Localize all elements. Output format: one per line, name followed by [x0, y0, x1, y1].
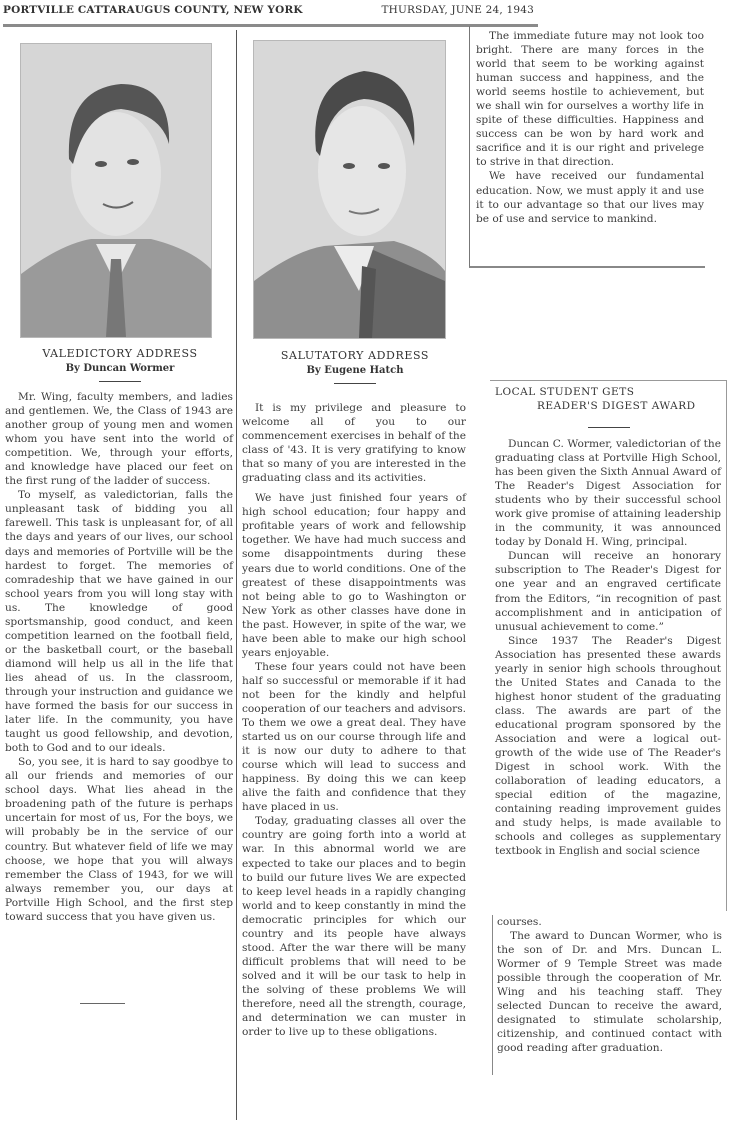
valedictory-continued: [469, 26, 705, 268]
award-title-line1: LOCAL STUDENT GETS: [495, 386, 635, 398]
paragraph: To myself, as valedictorian, falls the unpleasant task of bidding you all farewell. This task is unpleasant for, of all the days and years of our lives, our school days and memories of Portville will be the hardest to forget. The memories of comradeship that we have gained in our school years from you will long stay with us. The knowledge of good sportsmanship, good conduct, and keen competition learned on the football field, or the basketball court, or the baseball diamond will help us all in the life that lies ahead of us. In the classroom, through your instruction and guidance we have formed the basis for our success in later life. In the community, you have taught us good fellowship, and devotion, both to God and to our ideals.: [5, 489, 233, 755]
heading-rule: [334, 383, 376, 384]
award-title-line2: READER'S DIGEST AWARD: [537, 400, 696, 412]
award-body: [495, 437, 721, 858]
salutatory-body: [242, 401, 466, 1039]
salutatory-heading: [245, 349, 465, 384]
paragraph: We have just finished four years of high school education; four happy and profitable years of work and fellowship together. We have had much success and some disappointments during these years due to world conditions. One of the greatest of these disappointments was not being able to go to Washington or New York as other classes have done in the past. However, in spite of the war, we have been able to make our high school years enjoyable.: [242, 492, 466, 659]
paragraph: So, you see, it is hard to say goodbye to all our friends and memories of our school days. What lies ahead in the broadening path of the future is perhaps uncertain for most of us, For the boys, we will probably be in the service of our country. But whatever field of life we may choose, we hope that you will always remember the Class of 1943, for we will always remember you, our days at Portville High School, and the first step toward success that you have given us.: [5, 756, 233, 923]
photo-duncan-wormer: [20, 43, 212, 338]
article-title: SALUTATORY ADDRESS: [280, 349, 430, 362]
paragraph: Duncan will receive an honorary subscription to The Reader's Digest for one year and an engraved certificate from the Editors, “in recognition of past accomplishment and in anticipation of unusual achievement to come.”: [495, 550, 721, 633]
portrait-image: [21, 44, 211, 337]
column-divider: [236, 30, 237, 1120]
photo-eugene-hatch: [253, 40, 446, 339]
paragraph: courses.: [497, 916, 542, 928]
paragraph: It is my privilege and pleasure to welcome all of you to our commencement exercises in behalf of the class of '43. It is very gratifying to know that so many of you are interested in the graduating class and its activities.: [242, 402, 466, 485]
paragraph: Duncan C. Wormer, valedictorian of the graduating class at Portville High School, has been given the Sixth Annual Award of The Reader's Digest Association for students who by their successful school work give promise of attaining leadership in the community, it was announced today by Donald H. Wing, principal.: [495, 438, 721, 549]
valedictory-heading: [20, 347, 220, 382]
paragraph: These four years could not have been half so successful or memorable if it had not been for the kindly and helpful cooperation of our teachers and advisors. To them we owe a great deal. They have started us on our course through life and it is now our duty to adhere to that course which will lead to success and happiness. By doing this we can keep alive the faith and confidence that they have placed in us.: [242, 660, 466, 814]
paragraph: The immediate future may not look too bright. There are many forces in the world that seem to be working against human success and happiness, and the world seems hostile to achievement, but we shall win for ourselves a worthy life in spite of these difficulties. Happiness and success can be won by hard work and sacrifice and it is our right and privelege to strive in that direction.: [476, 30, 704, 169]
masthead-date: THURSDAY, JUNE 24, 1943: [381, 4, 534, 16]
portrait-image: [254, 41, 445, 338]
valedictory-body: [5, 390, 233, 924]
byline: By Eugene Hatch: [306, 365, 404, 376]
heading-rule: [99, 381, 141, 382]
paragraph: Mr. Wing, faculty members, and ladies and gentlemen. We, the Class of 1943 are another group of young men and women whom you have sent into the world of competition. We, through your efforts, and knowledge have placed our feet on the first rung of the ladder of success.: [5, 391, 233, 488]
award-heading: [495, 386, 727, 412]
article-title: VALEDICTORY ADDRESS: [42, 347, 198, 360]
byline: By Duncan Wormer: [65, 363, 175, 374]
masthead: [3, 2, 538, 27]
award-continued: [492, 915, 722, 1075]
paragraph: Today, graduating classes all over the country are going forth into a world at war. In this abnormal world we are expected to take our places and to begin to build our future lives We are expected to keep level heads in a rapidly changing world and to keep constantly in mind the democratic principles for which our country and its people have always stood. After the war there will be many difficult problems that will need to be solved and it will be our task to help in the solving of these problems We will therefore, need all the strength, courage, and determination we can muster in order to live up to these obligations.: [242, 815, 466, 1039]
paragraph: Since 1937 The Reader's Digest Association has presented these awards yearly in senior high schools throughout the United States and Canada to the highest honor student of the graduating class. The awards are part of the educational program sponsored by the Association and were a logical out-growth of the wide use of The Reader's Digest in school work. With the collaboration of leading educators, a special edition of the magazine, containing reading improvement guides and study helps, is made available to schools and colleges as supplementary textbook in English and social science: [495, 634, 721, 858]
paragraph: We have received our fundamental education. Now, we must apply it and use it to our advantage so that our lives may be of use and service to mankind.: [476, 170, 704, 225]
paragraph: The award to Duncan Wormer, who is the son of Dr. and Mrs. Duncan L. Wormer of 9 Temple Street was made possible through the cooperation of Mr. Wing and his teaching staff. They selected Duncan to receive the award, designated to stimulate scholarship, citizenship, and continued contact with good reading after graduation.: [497, 930, 722, 1055]
heading-rule: [588, 427, 630, 428]
masthead-location: PORTVILLE CATTARAUGUS COUNTY, NEW YORK: [3, 4, 303, 16]
end-rule: [80, 1003, 125, 1004]
